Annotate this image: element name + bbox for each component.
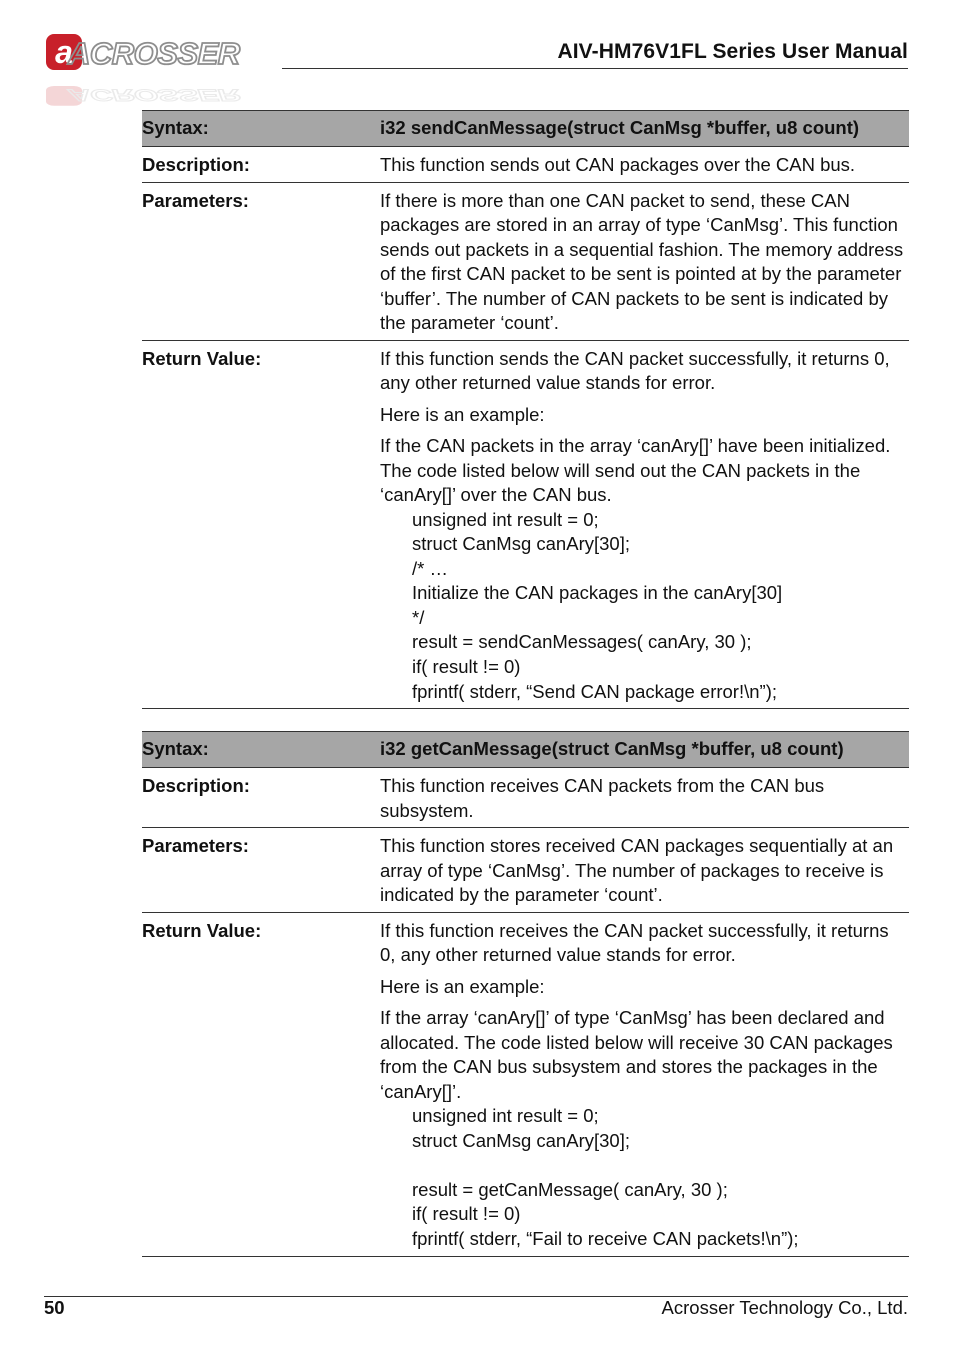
code-block: [380, 1104, 909, 1252]
syntax-row: [142, 111, 909, 147]
code-line: unsigned int result = 0;: [412, 508, 599, 530]
code-line: result = sendCanMessages( canAry, 30 );: [412, 631, 752, 653]
acrosser-logo: [44, 30, 276, 105]
return-value-cell: [380, 912, 909, 1256]
return-value-row: [142, 912, 909, 1256]
description-row: [142, 147, 909, 183]
example-intro: Here is an example:: [380, 403, 545, 425]
parameters-text: If there is more than one CAN packet to send, these CAN packages are stored in an array of type ‘CanMsg’. This function sends out packets in a sequential fashion. The memory address of the first CAN packet to be sent is pointed at by the parameter ‘buffer’. The number of CAN packets to be sent is indicated by the parameter ‘count’.: [380, 182, 909, 340]
parameters-row: [142, 828, 909, 913]
code-line: if( result != 0): [412, 656, 521, 678]
description-row: [142, 768, 909, 828]
svg-text:a: a: [55, 34, 73, 70]
return-value-text: If this function sends the CAN packet successfully, it returns 0, any other returned value stands for error.: [380, 347, 890, 393]
get-can-message-table: [142, 731, 909, 1257]
description-text: This function receives CAN packets from the CAN bus subsystem.: [380, 768, 909, 828]
code-line: if( result != 0): [412, 1203, 521, 1225]
code-line: fprintf( stderr, “Fail to receive CAN packets!\n”);: [412, 1227, 799, 1249]
syntax-value: i32 getCanMessage(struct CanMsg *buffer, u8 count): [380, 732, 909, 768]
return-value-row: [142, 340, 909, 709]
manual-title: AIV-HM76V1FL Series User Manual: [557, 40, 908, 63]
return-value-text: If this function receives the CAN packet successfully, it returns 0, any other returned value stands for error.: [380, 919, 889, 965]
example-text: If the CAN packets in the array ‘canAry[]’ have been initialized. The code listed below will send out the CAN packets in the ‘canAry[]’ over the CAN bus.: [380, 435, 891, 505]
code-line: [380, 1153, 909, 1178]
syntax-row: [142, 732, 909, 768]
parameters-label: Parameters:: [142, 828, 380, 913]
parameters-label: Parameters:: [142, 182, 380, 340]
example-intro: Here is an example:: [380, 975, 545, 997]
parameters-text: This function stores received CAN packages sequentially at an array of type ‘CanMsg’. The number of packages to receive is indicated by the parameter ‘count’.: [380, 828, 909, 913]
code-line: unsigned int result = 0;: [412, 1105, 599, 1126]
code-block: [380, 508, 909, 705]
header-divider: [282, 68, 908, 69]
parameters-row: [142, 182, 909, 340]
example-text: If the array ‘canAry[]’ of type ‘CanMsg’ has been declared and allocated. The code listed below will receive 30 CAN packages from the CAN bus subsystem and stores the packages in the ‘canAry[]’.: [380, 1007, 893, 1102]
description-text: This function sends out CAN packages over the CAN bus.: [380, 147, 909, 183]
logo-reflection: ACROSSER: [68, 85, 240, 105]
code-line: Initialize the CAN packages in the canAry[30]: [412, 582, 783, 604]
description-label: Description:: [142, 147, 380, 183]
send-can-message-table: [142, 110, 909, 709]
code-line: struct CanMsg canAry[30];: [412, 1129, 630, 1151]
return-value-cell: [380, 340, 909, 709]
code-line: result = getCanMessage( canAry, 30 );: [412, 1178, 728, 1200]
logo-wordmark: ACROSSER: [68, 36, 240, 71]
syntax-label: Syntax:: [142, 111, 380, 147]
code-line: struct CanMsg canAry[30];: [412, 533, 630, 555]
page-number: 50: [44, 1297, 65, 1318]
syntax-value: i32 sendCanMessage(struct CanMsg *buffer, u8 count): [380, 111, 909, 147]
code-line: */: [412, 606, 425, 628]
return-value-label: Return Value:: [142, 912, 380, 1256]
description-label: Description:: [142, 768, 380, 828]
code-line: /* …: [412, 557, 448, 579]
code-line: fprintf( stderr, “Send CAN package error!\n”);: [412, 680, 777, 702]
syntax-label: Syntax:: [142, 732, 380, 768]
company-name: Acrosser Technology Co., Ltd.: [661, 1297, 908, 1318]
return-value-label: Return Value:: [142, 340, 380, 709]
